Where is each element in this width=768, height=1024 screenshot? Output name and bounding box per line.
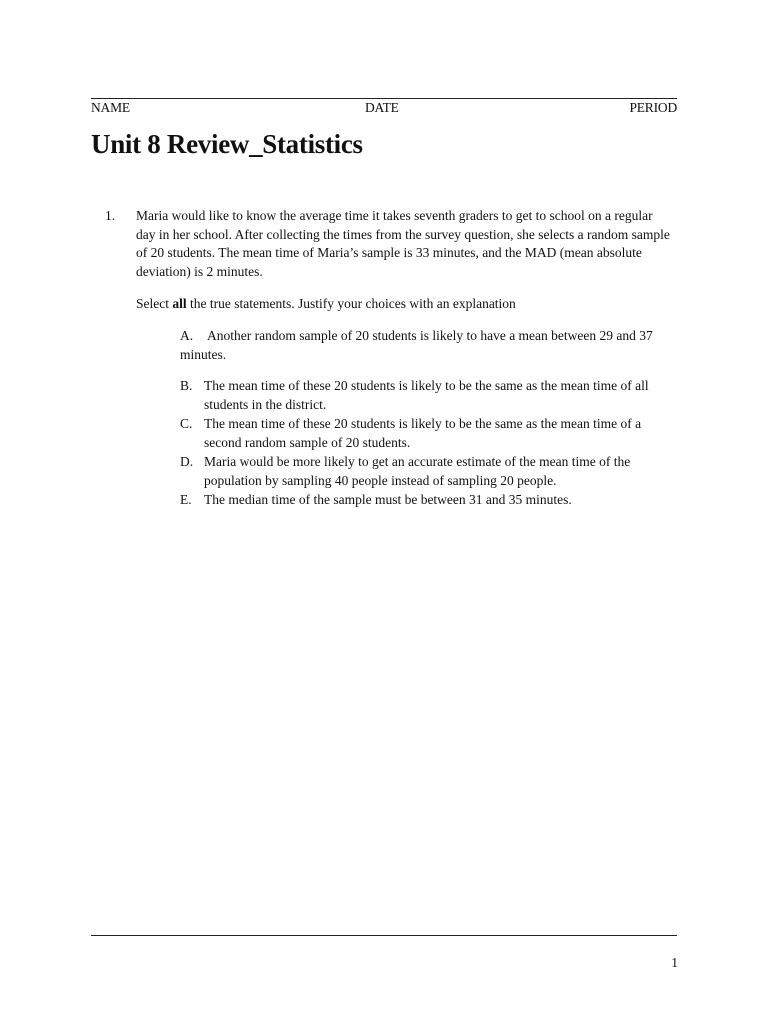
question-instruction [136,295,516,313]
option-e-text: The median time of the sample must be between 31 and 35 minutes. [204,492,572,507]
header-rule [91,98,677,99]
page-title: Unit 8 Review_Statistics [91,129,363,159]
name-label: NAME [91,100,130,115]
footer-rule [91,935,677,936]
option-c-letter: C. [180,416,193,431]
date-label: DATE [365,100,399,115]
option-b-letter: B. [180,378,193,393]
option-b-text: The mean time of these 20 students is likely to be the same as the mean time of all students in the district. [204,378,649,412]
instruction-emphasis: all [172,296,187,311]
option-e-letter: E. [180,492,192,507]
option-c-text: The mean time of these 20 students is likely to be the same as the mean time of a second random sample of 20 students. [204,416,642,450]
question-number: 1. [105,208,116,223]
period-label: PERIOD [629,100,677,115]
instruction-suffix: the true statements. Justify your choices with an explanation [186,296,516,311]
option-d-letter: D. [180,454,194,469]
option-d-text: Maria would be more likely to get an accurate estimate of the mean time of the population by sampling 40 people instead of sampling 20 people. [204,454,631,488]
instruction-prefix: Select [136,296,173,311]
option-a-letter: A. [180,328,194,343]
page-number: 1 [671,955,678,970]
student-info-header [91,100,677,118]
option-a-text: A. Another random sample of 20 students is likely to have a mean between 29 and 37 minutes. [180,328,653,362]
question-text: Maria would like to know the average time it takes seventh graders to get to school on a regular day in her school. After collecting the times from the survey question, she selects a random sample of 20 students. The mean time of Maria’s sample is 33 minutes, and the MAD (mean absolute deviation) is 2 minutes. [136,208,670,279]
